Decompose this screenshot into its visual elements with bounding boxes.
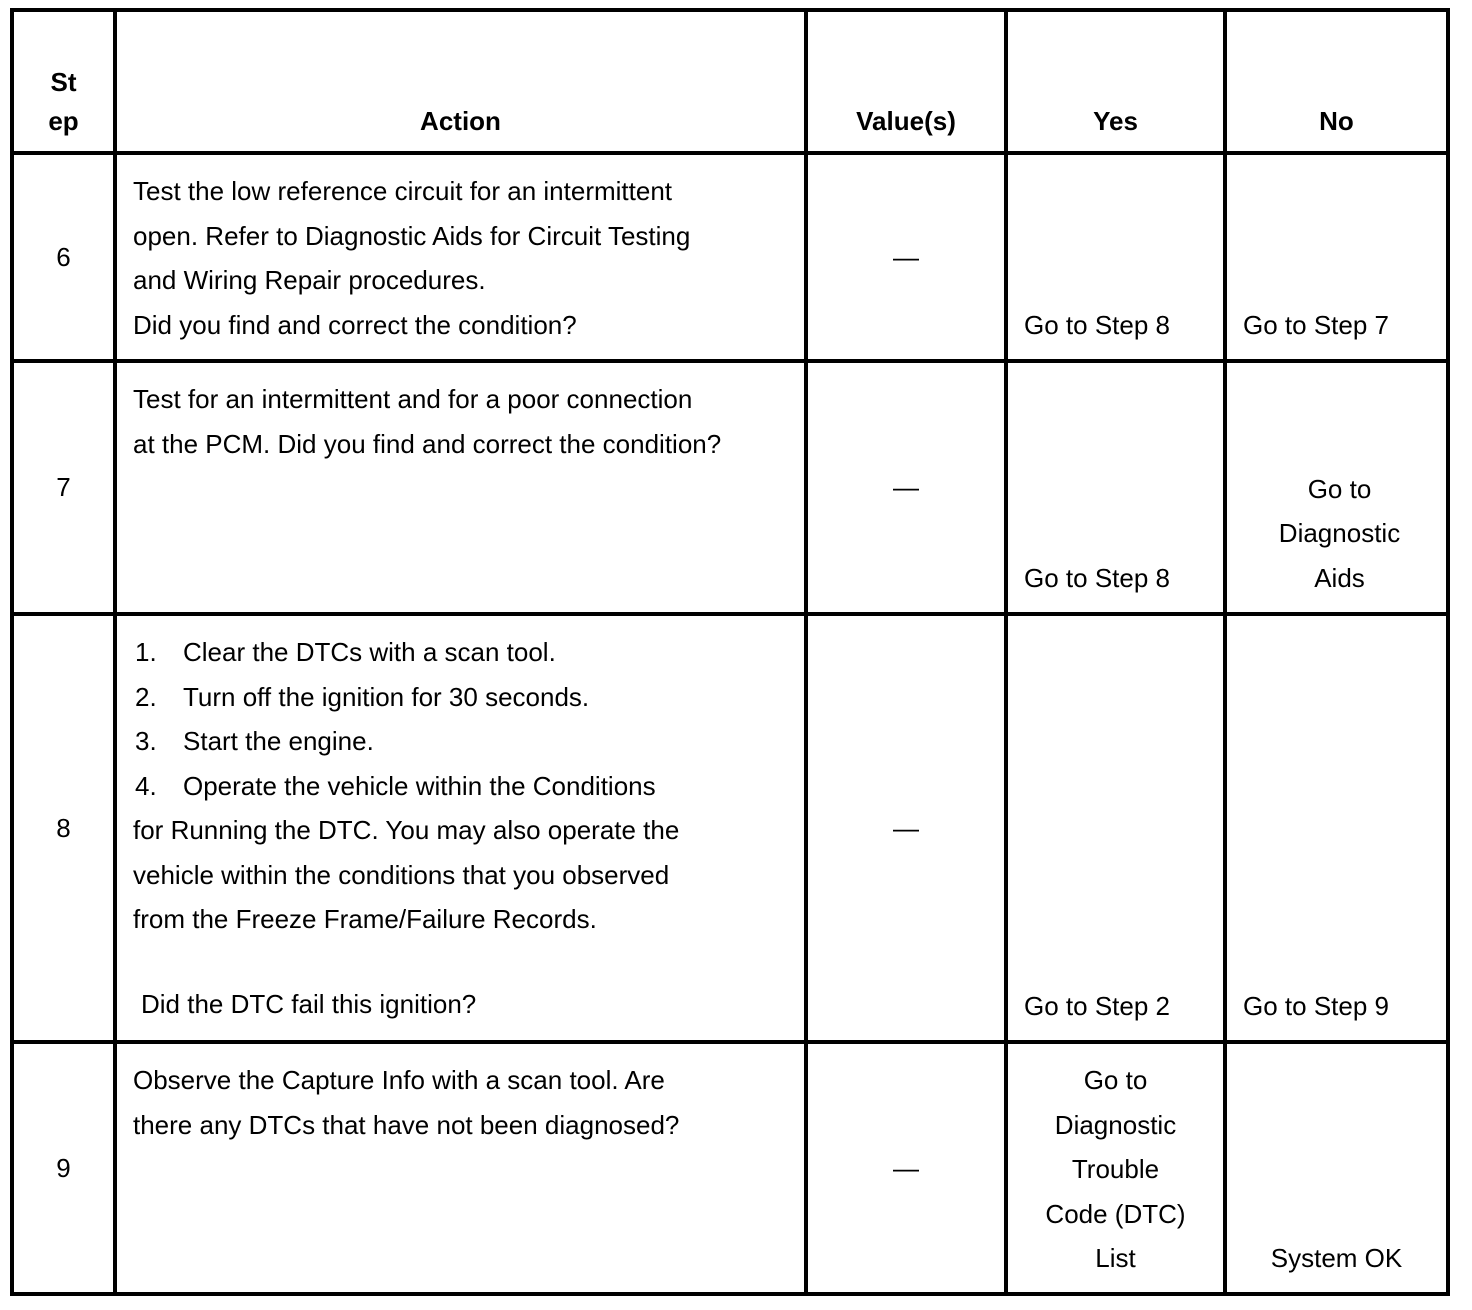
diagnostic-table bbox=[10, 8, 1450, 1296]
list-text: Start the engine. bbox=[183, 726, 374, 756]
no-cell bbox=[1225, 361, 1448, 614]
yes-line: Trouble bbox=[1071, 1154, 1160, 1184]
step-number: 8 bbox=[12, 614, 115, 1042]
action-line: Test for an intermittent and for a poor connection bbox=[133, 384, 693, 414]
no-cell: Go to Step 7 bbox=[1225, 153, 1448, 361]
spacer bbox=[133, 942, 788, 982]
no-line: Go to bbox=[1307, 473, 1372, 504]
header-action: Action bbox=[115, 10, 806, 153]
value-cell: — bbox=[806, 614, 1006, 1042]
yes-cell: Go to Step 2 bbox=[1006, 614, 1225, 1042]
action-line: there any DTCs that have not been diagnosed? bbox=[133, 1109, 680, 1140]
header-no: No bbox=[1225, 10, 1448, 153]
list-item bbox=[133, 719, 788, 764]
header-row bbox=[12, 10, 1448, 153]
action-line: from the Freeze Frame/Failure Records. bbox=[133, 904, 597, 934]
yes-cell: Go to Step 8 bbox=[1006, 153, 1225, 361]
list-text: Clear the DTCs with a scan tool. bbox=[183, 637, 556, 667]
list-item bbox=[133, 675, 788, 720]
value-cell: — bbox=[806, 153, 1006, 361]
list-number: 1. bbox=[135, 637, 157, 667]
action-cell bbox=[115, 614, 806, 1042]
step-number: 9 bbox=[12, 1042, 115, 1294]
no-cell: System OK bbox=[1225, 1042, 1448, 1294]
action-cell bbox=[115, 361, 806, 614]
yes-line: List bbox=[1095, 1243, 1136, 1273]
action-line: for Running the DTC. You may also operate the bbox=[133, 815, 680, 845]
yes-line: Go to bbox=[1083, 1065, 1148, 1095]
yes-line: Code (DTC) bbox=[1045, 1198, 1186, 1229]
no-line: Diagnostic bbox=[1278, 518, 1401, 548]
action-question: Did the DTC fail this ignition? bbox=[141, 988, 477, 1019]
header-step-label: St ep bbox=[48, 67, 79, 136]
step-number: 7 bbox=[12, 361, 115, 614]
table-row-step-7 bbox=[12, 361, 1448, 614]
table-row-step-6 bbox=[12, 153, 1448, 361]
no-line: Aids bbox=[1314, 562, 1365, 593]
action-line: and Wiring Repair procedures. bbox=[133, 265, 486, 295]
list-number: 4. bbox=[135, 770, 157, 801]
action-cell bbox=[115, 153, 806, 361]
list-number: 2. bbox=[135, 681, 157, 712]
header-yes: Yes bbox=[1006, 10, 1225, 153]
action-question: Did you find and correct the condition? bbox=[133, 309, 577, 340]
table-row-step-9 bbox=[12, 1042, 1448, 1294]
step-number: 6 bbox=[12, 153, 115, 361]
action-line: Test the low reference circuit for an intermittent bbox=[133, 176, 673, 206]
action-line: open. Refer to Diagnostic Aids for Circuit Testing bbox=[133, 220, 691, 251]
action-cell bbox=[115, 1042, 806, 1294]
list-text: Operate the vehicle within the Conditions bbox=[183, 770, 656, 801]
list-item bbox=[133, 630, 788, 675]
value-cell: — bbox=[806, 1042, 1006, 1294]
action-line: vehicle within the conditions that you observed bbox=[133, 859, 670, 890]
yes-cell bbox=[1006, 1042, 1225, 1294]
no-cell: Go to Step 9 bbox=[1225, 614, 1448, 1042]
header-step bbox=[12, 10, 115, 153]
header-values: Value(s) bbox=[806, 10, 1006, 153]
yes-cell: Go to Step 8 bbox=[1006, 361, 1225, 614]
list-text: Turn off the ignition for 30 seconds. bbox=[183, 681, 590, 712]
value-cell: — bbox=[806, 361, 1006, 614]
action-line: Observe the Capture Info with a scan tool. Are bbox=[133, 1065, 665, 1095]
yes-line: Diagnostic bbox=[1054, 1109, 1177, 1140]
list-item bbox=[133, 764, 788, 809]
list-number: 3. bbox=[135, 726, 157, 756]
table-row-step-8 bbox=[12, 614, 1448, 1042]
action-line: at the PCM. Did you find and correct the condition? bbox=[133, 428, 722, 459]
